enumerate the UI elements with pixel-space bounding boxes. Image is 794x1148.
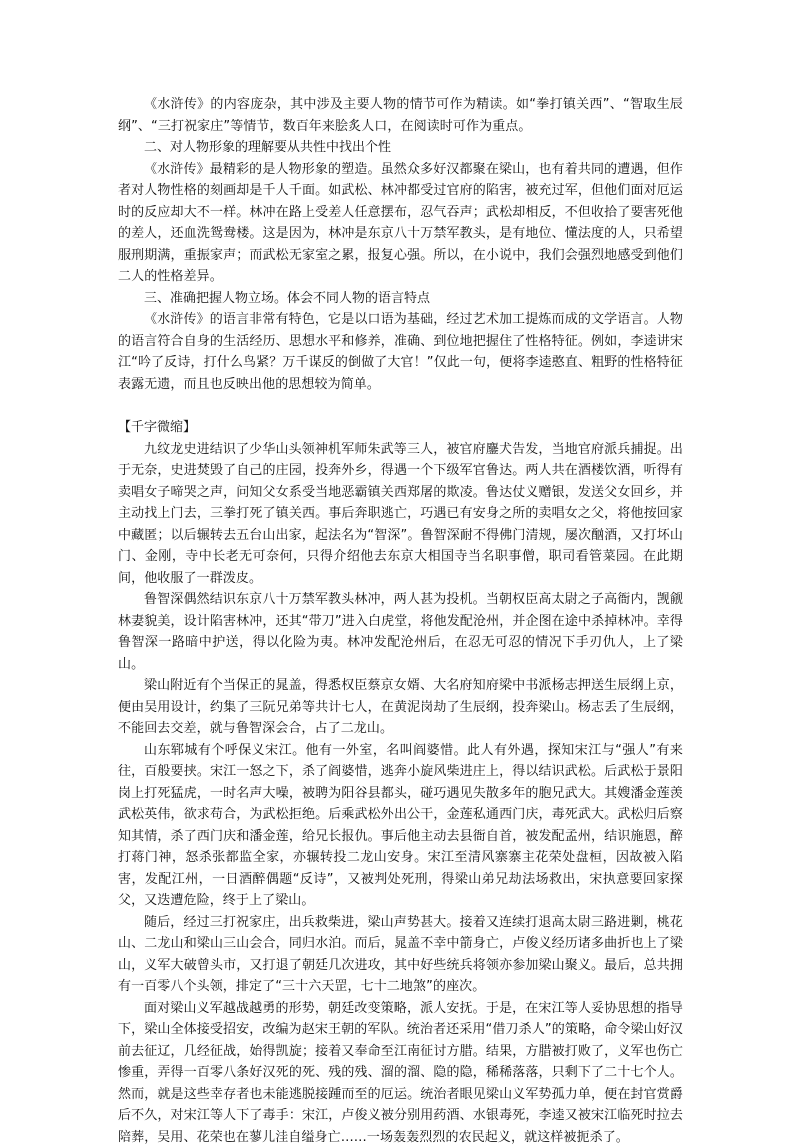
summary-paragraph: 鲁智深偶然结识东京八十万禁军教头林冲，两人甚为投机。当朝权臣高太尉之子高衙内，觊觎林妻貌美，设计陷害林冲，还其“带刀”进入白虎堂，将他发配沧州，并企图在途中杀掉林冲。幸得鲁智深一路暗中护送，得以化险为夷。林冲发配沧州后，在忍无可忍的情况下手刃仇人，上了梁山。 xyxy=(118,589,683,675)
summary-paragraph: 梁山附近有个当保正的晁盖，得悉权臣蔡京女婿、大名府知府梁中书派杨志押送生辰纲上京，便由吴用设计，约集了三阮兄弟等共计七人，在黄泥岗劫了生辰纲，投奔梁山。杨志丢了生辰纲，不能回去交差，就与鲁智深会合，占了二龙山。 xyxy=(118,675,683,740)
intro-paragraph-3: 《水浒传》的语言非常有特色，它是以口语为基础，经过艺术加工提炼而成的文学语言。人物的语言符合自身的生活经历、思想水平和修养，准确、到位地把握住了性格特征。例如，李逵讲宋江“吟了反诗，打什么鸟紧？万千谋反的倒做了大官！”仅此一句，便将李逵憨直、粗野的性格特征表露无遗，而且也反映出他的思想较为简单。 xyxy=(118,309,683,395)
intro-paragraph-2: 《水浒传》最精彩的是人物形象的塑造。虽然众多好汉都聚在梁山，也有着共同的遭遇，但作者对人物性格的刻画却是千人千面。如武松、林冲都受过官府的陷害，被充过军，但他们面对厄运时的反应却大不一样。林冲在路上受差人任意摆布，忍气吞声；武松却相反，不但收拾了要害死他的差人，还血洗鸳鸯楼。这是因为，林冲是东京八十万禁军教头，是有地位、懂法度的人，只希望服刑期满，重振家声；而武松无家室之累，报复心强。所以，在小说中，我们会强烈地感受到他们二人的性格差异。 xyxy=(118,159,683,288)
intro-paragraph-1: 《水浒传》的内容庞杂，其中涉及主要人物的情节可作为精读。如“拳打镇关西”、“智取生辰纲”、“三打祝家庄”等情节，数百年来脍炙人口，在阅读时可作为重点。 xyxy=(118,94,683,137)
summary-paragraph: 山东郓城有个呼保义宋江。他有一外室，名叫阎婆惜。此人有外遇，探知宋江与“强人”有来往，百般要挟。宋江一怒之下，杀了阎婆惜，逃奔小旋风柴进庄上，得以结识武松。后武松于景阳岗上打死猛虎，一时名声大噪，被聘为阳谷县都头，碰巧遇见失散多年的胞兄武大。其嫂潘金莲羡武松英伟，欲求苟合，为武松拒绝。后乘武松外出公干，金莲私通西门庆，毒死武大。武松归后察知其情，杀了西门庆和潘金莲，给兄长报仇。事后他主动去县衙自首，被发配孟州，结识施恩，醉打蒋门神，怒杀张都监全家，亦辗转投二龙山安身。宋江至清风寨寨主花荣处盘桓，因故被入陷害，发配江州，一日酒醉偶题“反诗”，又被判处死刑，得梁山弟兄劫法场救出，宋执意要回家探父，又迭遭危险，终于上了梁山。 xyxy=(118,740,683,912)
section-heading-3: 三、准确把握人物立场。体会不同人物的语言特点 xyxy=(118,288,683,310)
document-page xyxy=(118,94,683,1148)
summary-paragraph: 九纹龙史进结识了少华山头领神机军师朱武等三人，被官府鏖犬告发，当地官府派兵捕捉。出于无奈，史进焚毁了自己的庄园，投奔外乡，得遇一个下级军官鲁达。两人共在酒楼饮酒，听得有卖唱女子啼哭之声，问知父女系受当地恶霸镇关西郑屠的欺凌。鲁达仗义赠银，发送父女回乡，并主动找上门去，三拳打死了镇关西。事后奔职逃亡，巧遇已有安身之所的卖唱女之父，将他按回家中藏匿；以后辗转去五台山出家，起法名为“智深”。鲁智深耐不得佛门清规，屡次酗酒，又打坏山门、金刚，寺中长老无可奈何，只得介绍他去东京大相国寺当名职事僧，职司看管菜园。在此期间，他收服了一群泼皮。 xyxy=(118,439,683,590)
summary-paragraph: 面对梁山义军越战越勇的形势，朝廷改变策略，派人安抚。于是，在宋江等人妥协思想的指导下，梁山全体接受招安，改编为赵宋王朝的军队。统治者还采用“借刀杀人”的策略，命令梁山好汉前去征辽，几经征战，始得凯旋；接着又奉命至江南征讨方腊。结果，方腊被打败了，义军也伤亡惨重，弄得一百零八条好汉死的死、残的残、溜的溜、隐的隐，稀稀落落，只剩下了二十七个人。然而，就是这些幸存者也未能逃脱接踵而至的厄运。统治者眼见梁山义军势孤力单，便在封官赏爵后不久，对宋江等人下了毒手：宋江，卢俊义被分别用药酒、水银毒死，李逵又被宋江临死时拉去陪葬，吴用、花荣也在蓼儿洼自缢身亡……一场轰轰烈烈的农民起义，就这样被扼杀了。 xyxy=(118,998,683,1148)
section-spacer xyxy=(118,395,683,417)
summary-title: 【千字微缩】 xyxy=(118,417,683,439)
section-heading-2: 二、对人物形象的理解要从共性中找出个性 xyxy=(118,137,683,159)
summary-paragraph: 随后，经过三打祝家庄，出兵救柴进，梁山声势甚大。接着又连续打退高太尉三路进剿，桃花山、二龙山和梁山三山会合，同归水泊。而后，晁盖不幸中箭身亡，卢俊义经历诸多曲折也上了梁山，义军大破曾头市，又打退了朝廷几次进攻，其中好些统兵将领亦参加梁山聚义。最后，总共拥有一百零八个头领，排定了“三十六天罡，七十二地煞”的座次。 xyxy=(118,912,683,998)
